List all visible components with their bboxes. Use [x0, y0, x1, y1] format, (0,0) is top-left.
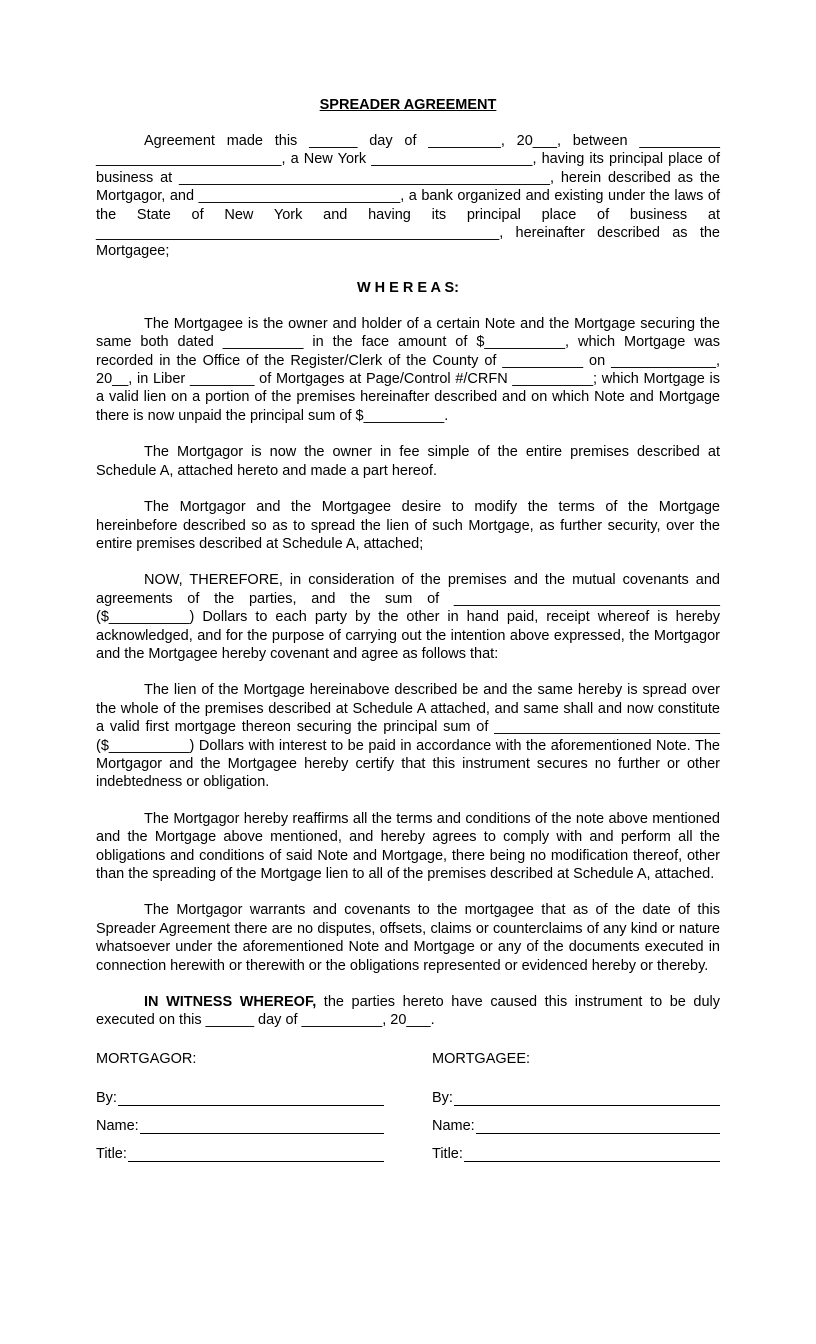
mortgagee-name-row — [432, 1106, 720, 1134]
reaffirm-paragraph: The Mortgagor hereby reaffirms all the terms and conditions of the note above mentioned and the Mortgage above mentioned, and hereby agrees to comply with and perform all the obligations and conditions of said Note and Mortgage, there being no modification thereof, other than the spreading of the Mortgage lien to all of the premises described at Schedule A, attached. — [96, 810, 720, 882]
mortgagee-title-row — [432, 1134, 720, 1162]
witness-text: the parties hereto have caused this instrument to be duly executed on this ______ day of __________, 20___. — [96, 994, 720, 1029]
mortgagor-name-line[interactable] — [140, 1119, 384, 1134]
mortgagor-name-row — [96, 1106, 384, 1134]
mortgagee-title-line[interactable] — [464, 1147, 720, 1162]
recital-note-paragraph: The Mortgagee is the owner and holder of a certain Note and the Mortgage securing the same both dated __________ in the face amount of $__________, which Mortgage was recorded in the Office of the Register/Clerk of the County of __________ on _____________, 20__, in Liber ________ of Mortgages at Page/Control #/CRFN __________; which Mortgage is a valid lien on a portion of the premises hereinafter described and on which Note and Mortgage there is now unpaid the principal sum of $__________. — [96, 315, 720, 424]
mortgagee-heading: MORTGAGEE: — [432, 1050, 531, 1067]
intro-paragraph: Agreement made this ______ day of _________, 20___, between __________ _______________________, a New York ____________________, having its principal place of business at ______________________________________________, herein described as the Mortgagor, and _________________________, a bank organized and existing under the laws of the State of New York and having its principal place of business at __________________________________________________, hereinafter described as the Mortgagee; — [96, 133, 720, 260]
mortgagor-signature-column — [96, 1050, 384, 1162]
mortgagee-by-label: By: — [432, 1089, 453, 1106]
mortgagor-title-label: Title: — [96, 1145, 127, 1162]
mortgagor-name-label: Name: — [96, 1117, 139, 1134]
lien-spread-paragraph: The lien of the Mortgage hereinabove described be and the same hereby is spread over the whole of the premises described at Schedule A attached, and same shall and now constitute a valid first mortgage thereon securing the principal sum of ____________________________ ($__________) Dollars with interest to be paid in accordance with the aforementioned Note. The Mortgagor and the Mortgagee hereby certify that this instrument secures no further or other indebtedness or obligation. — [96, 682, 720, 791]
signature-block — [96, 1050, 720, 1162]
mortgagor-title-line[interactable] — [128, 1147, 384, 1162]
mortgagor-by-row — [96, 1078, 384, 1106]
mortgagor-by-label: By: — [96, 1089, 117, 1106]
mortgagee-name-label: Name: — [432, 1117, 475, 1134]
recital-modify-paragraph: The Mortgagor and the Mortgagee desire to modify the terms of the Mortgage hereinbefore described so as to spread the lien of such Mortgage, as further security, over the entire premises described at Schedule A, attached; — [96, 499, 720, 552]
mortgagee-by-row — [432, 1078, 720, 1106]
mortgagor-heading: MORTGAGOR: — [96, 1050, 197, 1067]
document-title: SPREADER AGREEMENT — [319, 97, 497, 113]
mortgagee-title-label: Title: — [432, 1145, 463, 1162]
mortgagee-signature-column — [432, 1050, 720, 1162]
mortgagee-name-line[interactable] — [476, 1119, 720, 1134]
recital-owner-paragraph: The Mortgagor is now the owner in fee simple of the entire premises described at Schedule A, attached hereto and made a part hereof. — [96, 444, 720, 479]
warranty-paragraph: The Mortgagor warrants and covenants to the mortgagee that as of the date of this Spreader Agreement there are no disputes, offsets, claims or counterclaims of any kind or nature whatsoever under the aforementioned Note and Mortgage or any of the documents executed in connection herewith or therewith or the obligations represented or evidenced hereby or thereby. — [96, 902, 720, 974]
mortgagor-by-line[interactable] — [118, 1091, 384, 1106]
mortgagor-title-row — [96, 1134, 384, 1162]
whereas-heading: W H E R E A S: — [356, 279, 460, 296]
witness-paragraph — [96, 993, 720, 1030]
document-page — [96, 96, 720, 1162]
consideration-paragraph: NOW, THEREFORE, in consideration of the premises and the mutual covenants and agreements of the parties, and the sum of _________________________________ ($__________) Dollars to each party by the other in hand paid, receipt whereof is hereby acknowledged, and for the purpose of carrying out the intention above expressed, the Mortgagor and the Mortgagee hereby covenant and agree as follows that: — [96, 572, 720, 662]
witness-bold-text: IN WITNESS WHEREOF, — [144, 994, 317, 1011]
mortgagee-by-line[interactable] — [454, 1091, 720, 1106]
